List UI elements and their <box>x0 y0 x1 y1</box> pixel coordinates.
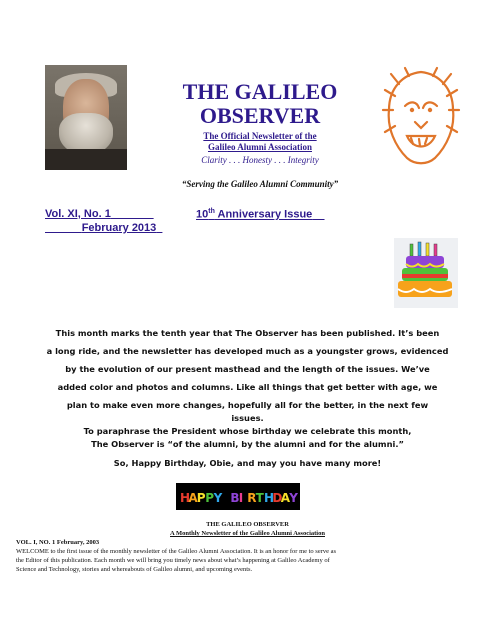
body-line: by the evolution of our present masthead and the length of the issues. We’ve <box>65 364 430 374</box>
happy-birthday-banner <box>176 483 300 510</box>
title-line-1: THE GALILEO <box>182 79 338 104</box>
date-text: February 2013 <box>81 222 157 234</box>
subtitle-line-1: The Official Newsletter of the <box>203 131 317 141</box>
body-line: issues. <box>231 413 264 423</box>
banner-letter: H <box>264 491 275 505</box>
subtitle-line-2: Galileo Alumni Association <box>207 142 312 152</box>
banner-letter: T <box>255 491 264 505</box>
banner-letter: P <box>205 491 214 505</box>
footer-title: THE GALILEO OBSERVER <box>206 521 289 528</box>
lion-mascot-icon <box>381 66 461 171</box>
anniversary-text: Anniversary Issue <box>214 208 313 221</box>
footer-text-line: WELCOME to the first issue of the monthly newsletter of the Galileo Alumni Association. It is an honor for me to serve as <box>16 548 337 555</box>
issue-date <box>45 222 162 234</box>
body-line: added color and photos and columns. Like all things that get better with age, we <box>57 382 438 392</box>
serving-tagline: “Serving the Galileo Alumni Community” <box>181 179 339 189</box>
title-line-2: OBSERVER <box>199 103 321 128</box>
body-line: So, Happy Birthday, Obie, and may you have many more! <box>113 458 382 468</box>
galileo-portrait-image <box>45 65 127 170</box>
banner-letter: R <box>247 491 257 505</box>
footer-text-line: the Editor of this publication. Each month we will bring you timely news about what’s happening at Galileo Academy of <box>16 557 330 564</box>
footer-text-line: Science and Technology, stories and whereabouts of Galileo alumni, and upcoming events. <box>16 566 253 573</box>
volume-text: Vol. XI, No. 1 <box>45 208 111 220</box>
date-tail <box>156 222 162 234</box>
banner-letter: P <box>196 491 206 505</box>
anniversary-suffix: th <box>208 208 215 215</box>
anniversary-issue-label <box>196 208 325 221</box>
anniversary-padding <box>312 209 324 221</box>
anniversary-number: 10 <box>196 208 209 221</box>
body-line: To paraphrase the President whose birthday we celebrate this month, <box>83 426 412 436</box>
banner-letter: B <box>230 491 240 505</box>
body-line: The Observer is “of the alumni, by the alumni and for the alumni.” <box>91 439 404 449</box>
newsletter-title <box>160 80 360 128</box>
volume-issue-number <box>45 208 154 220</box>
banner-letter: A <box>280 491 291 505</box>
banner-letter: A <box>188 491 198 505</box>
masthead-motto: Clarity . . . Honesty . . . Integrity <box>201 155 319 165</box>
body-line: a long ride, and the newsletter has developed much as a youngster grows, evidenced <box>46 346 449 356</box>
banner-letter: Y <box>289 491 298 505</box>
volume-padding <box>111 208 154 220</box>
banner-letter: D <box>272 491 283 505</box>
body-line: This month marks the tenth year that The Observer has been published. It’s been <box>55 328 440 338</box>
banner-letter: H <box>180 491 191 505</box>
footer-subtitle: A Monthly Newsletter of the Galileo Alumni Association <box>170 530 325 537</box>
footer-volume: VOL. I, NO. 1 February, 2003 <box>16 539 100 546</box>
birthday-cake-icon <box>394 238 458 308</box>
banner-letter: Y <box>213 491 223 505</box>
body-line: plan to make even more changes, hopefully all for the better, in the next few <box>66 400 429 410</box>
date-padding <box>45 222 82 234</box>
banner-letter: I <box>238 491 244 505</box>
